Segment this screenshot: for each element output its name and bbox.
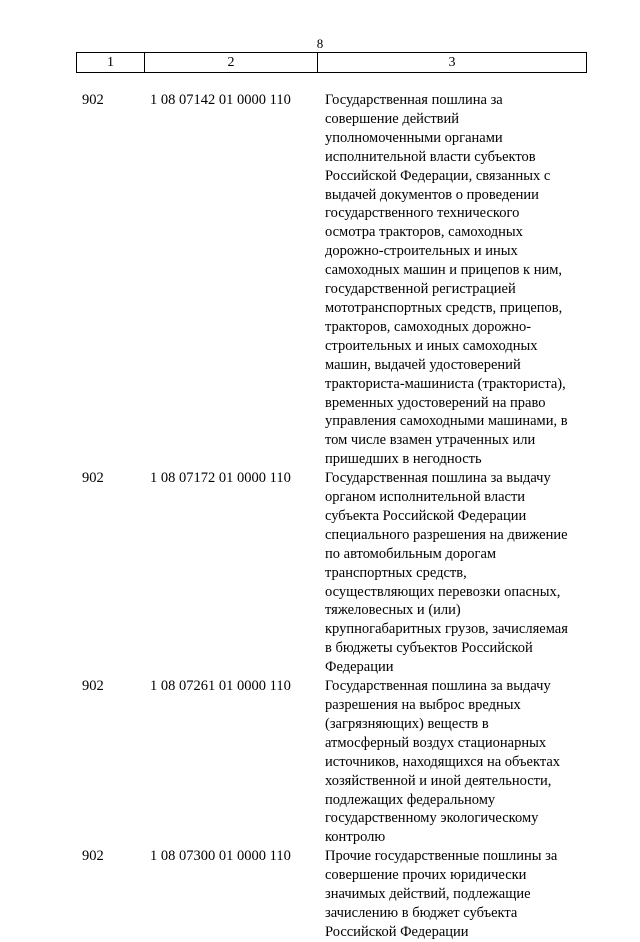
description-line: том числе взамен утраченных или <box>325 432 536 449</box>
description-line: источников, находящихся на объектах <box>325 753 561 770</box>
column-header-3: 3 <box>318 53 587 73</box>
admin-code-cell: 902 <box>82 470 104 487</box>
description-line: государственного технического <box>325 205 520 222</box>
table-row <box>0 91 640 469</box>
description-line: разрешения на выброс вредных <box>325 697 521 713</box>
description-line: Государственная пошлина за выдачу <box>325 470 551 487</box>
description-line: (загрязняющих) веществ в <box>325 715 489 732</box>
description-line: государственному экологическому <box>325 810 539 827</box>
description-line: зачислению в бюджет субъекта <box>325 904 518 921</box>
description-line: совершение действий <box>325 110 460 127</box>
description-cell <box>325 469 580 677</box>
description-line: осмотра тракторов, самоходных <box>325 224 523 241</box>
description-line: машин, выдачей удостоверений <box>325 356 521 373</box>
description-line: специального разрешения на движение <box>325 526 568 543</box>
description-line: временных удостоверений на право <box>325 394 546 411</box>
description-line: совершение прочих юридически <box>325 867 527 884</box>
description-line: Российской Федерации <box>325 923 469 940</box>
description-line: государственной регистрацией <box>325 281 516 298</box>
description-line: Прочие государственные пошлины за <box>325 848 558 865</box>
description-line: Российской Федерации, связанных с <box>325 167 551 184</box>
admin-code-cell: 902 <box>82 678 104 695</box>
table-row <box>0 847 640 942</box>
budget-classification-code-cell: 1 08 07142 01 0000 110 <box>150 92 291 108</box>
description-cell <box>325 677 580 847</box>
description-line: выдачей документов о проведении <box>325 186 539 203</box>
description-line: в бюджеты субъектов Российской <box>325 640 533 657</box>
description-line: уполномоченными органами <box>325 129 503 146</box>
description-line: тяжеловесных и (или) <box>325 602 461 619</box>
description-line: Государственная пошлина за <box>325 92 503 108</box>
description-line: мототранспортных средств, прицепов, <box>325 299 563 316</box>
description-line: подлежащих федеральному <box>325 791 496 808</box>
description-line: субъекта Российской Федерации <box>325 507 527 524</box>
description-line: контролю <box>325 829 386 846</box>
description-line: осуществляющих перевозки опасных, <box>325 583 561 600</box>
admin-code-cell: 902 <box>82 92 104 108</box>
description-line: атмосферный воздух стационарных <box>325 734 547 751</box>
budget-classification-code-cell: 1 08 07261 01 0000 110 <box>150 678 291 695</box>
table-row <box>0 469 640 677</box>
description-line: Федерации <box>325 659 394 676</box>
table-row <box>0 677 640 847</box>
description-line: управления самоходными машинами, в <box>325 413 568 430</box>
page-number: 8 <box>316 36 324 51</box>
description-line: исполнительной власти субъектов <box>325 148 536 165</box>
description-line: Государственная пошлина за выдачу <box>325 678 551 695</box>
description-line: самоходных машин и прицепов к ним, <box>325 262 563 279</box>
column-header-2: 2 <box>145 53 318 73</box>
description-cell <box>325 847 580 942</box>
description-line: крупногабаритных грузов, зачисляемая <box>325 621 568 638</box>
column-header-row <box>77 53 587 73</box>
admin-code-cell: 902 <box>82 848 104 865</box>
budget-classification-code-cell: 1 08 07300 01 0000 110 <box>150 848 291 865</box>
column-header-1: 1 <box>77 53 145 73</box>
column-header-table <box>76 52 587 73</box>
description-line: строительных и иных самоходных <box>325 337 538 354</box>
description-line: тракторов, самоходных дорожно- <box>325 318 532 335</box>
description-line: органом исполнительной власти <box>325 489 526 506</box>
table-body <box>0 91 640 942</box>
description-line: значимых действий, подлежащие <box>325 886 531 903</box>
description-line: дорожно-строительных и иных <box>325 243 518 260</box>
description-line: транспортных средств, <box>325 564 467 581</box>
description-line: хозяйственной и иной деятельности, <box>325 772 552 789</box>
description-cell <box>325 91 580 469</box>
budget-classification-code-cell: 1 08 07172 01 0000 110 <box>150 470 291 487</box>
description-line: тракториста-машиниста (тракториста), <box>325 375 566 392</box>
description-line: по автомобильным дорогам <box>325 545 497 562</box>
description-line: пришедших в негодность <box>325 451 482 468</box>
